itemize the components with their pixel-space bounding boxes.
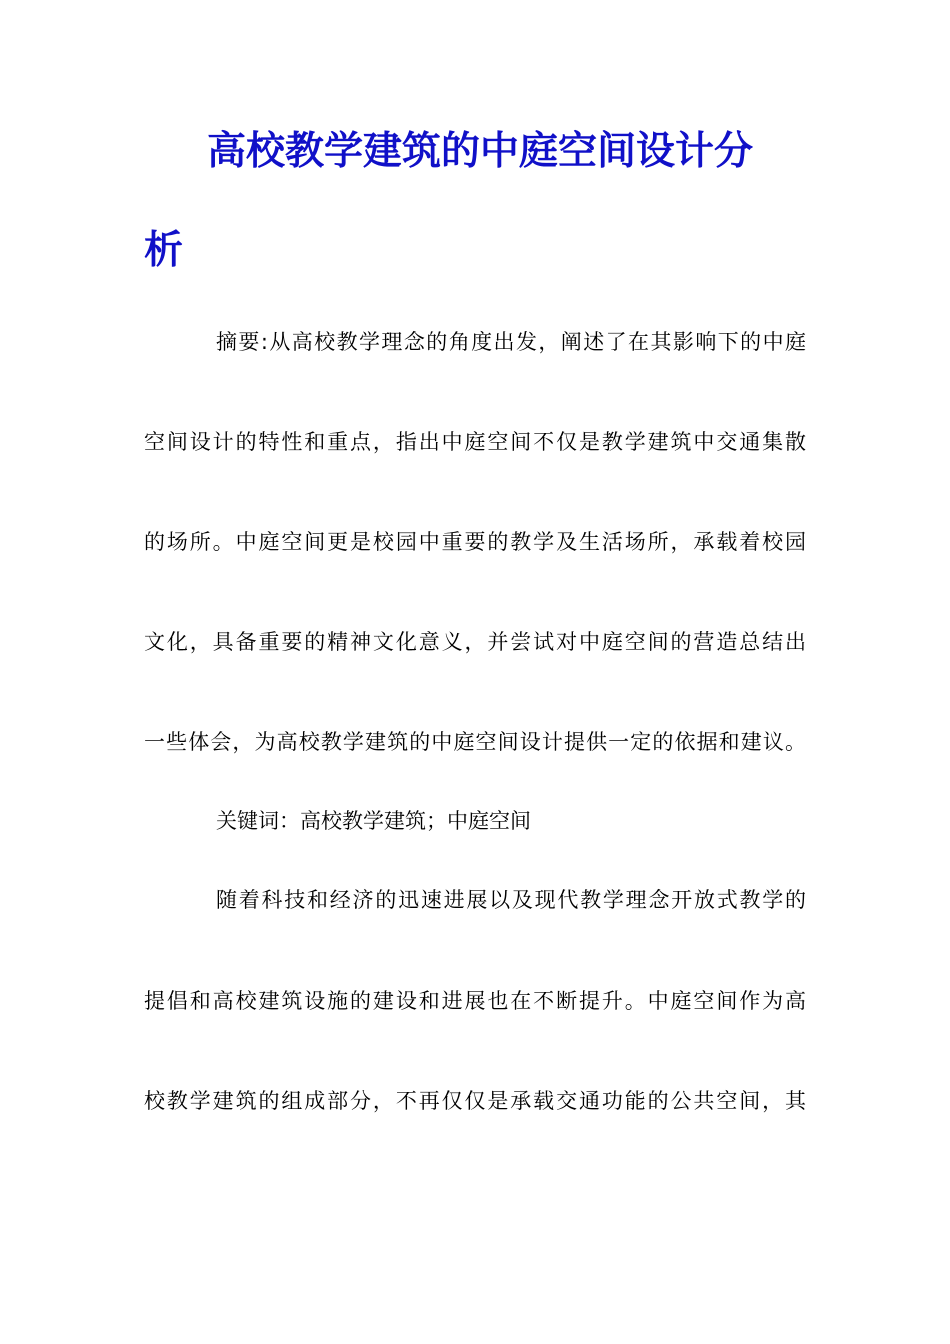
body-line-3: 校教学建筑的组成部分，不再仅仅是承载交通功能的公共空间，其 — [144, 1089, 806, 1113]
keywords-line: 关键词：高校教学建筑；中庭空间 — [216, 809, 531, 833]
abstract-line-5: 一些体会，为高校教学建筑的中庭空间设计提供一定的依据和建议。 — [144, 730, 806, 754]
body-line-2: 提倡和高校建筑设施的建设和进展也在不断提升。中庭空间作为高 — [144, 989, 806, 1013]
abstract-line-4: 文化，具备重要的精神文化意义，并尝试对中庭空间的营造总结出 — [144, 630, 806, 654]
document-title-line-2: 析 — [144, 227, 184, 273]
abstract-line-1: 摘要:从高校教学理念的角度出发，阐述了在其影响下的中庭 — [216, 330, 806, 354]
abstract-line-3: 的场所。中庭空间更是校园中重要的教学及生活场所，承载着校园 — [144, 530, 806, 554]
abstract-line-2: 空间设计的特性和重点，指出中庭空间不仅是教学建筑中交通集散 — [144, 430, 806, 454]
body-line-1: 随着科技和经济的迅速进展以及现代教学理念开放式教学的 — [216, 888, 806, 912]
document-title-line-1: 高校教学建筑的中庭空间设计分 — [207, 128, 754, 174]
